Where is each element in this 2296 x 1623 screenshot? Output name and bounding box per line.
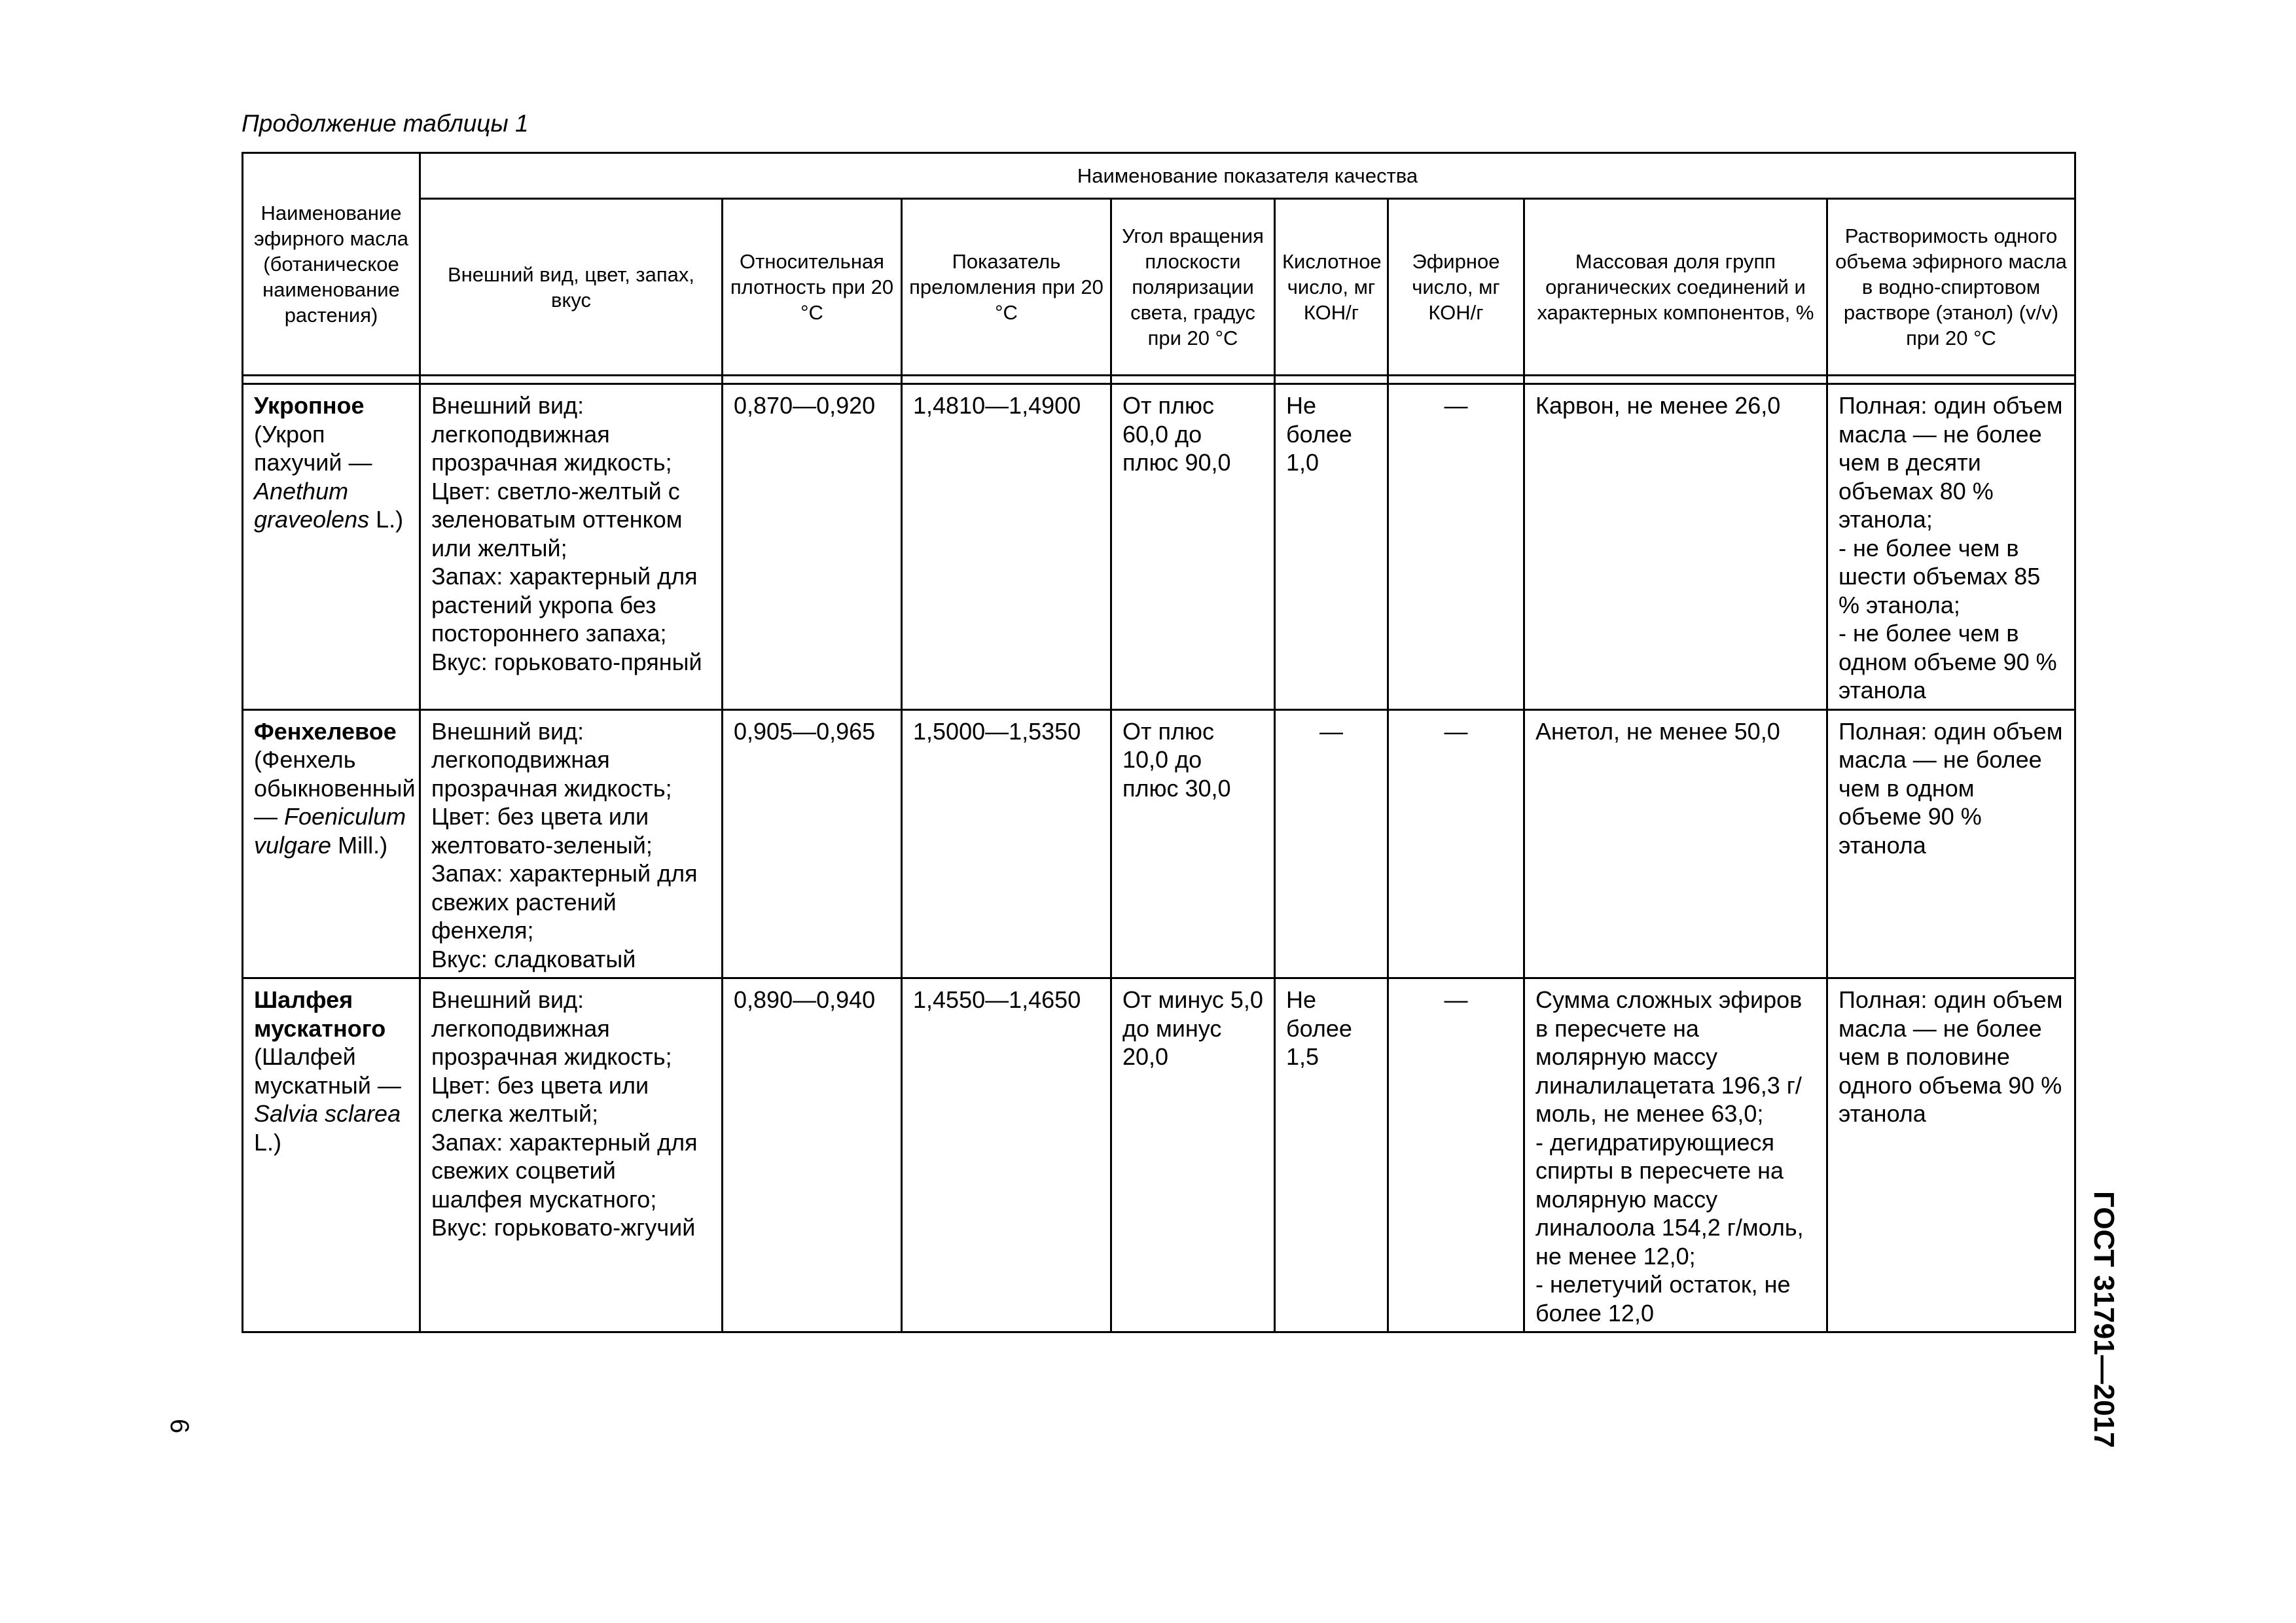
oil-name-cell: Фенхелевое (Фенхель обыкновенный — Foeniculum vulgare Mill.) bbox=[243, 709, 420, 978]
density-cell: 0,890—0,940 bbox=[723, 978, 902, 1332]
appearance-cell: Внешний вид: легкоподвижная прозрачная жидкость; Цвет: без цвета или слегка желтый; Запах: характерный для свежих соцветий шалфея мускатного; Вкус: горьковато-жгучий bbox=[420, 978, 723, 1332]
header-rotation: Угол вращения плоскости поляризации света, градус при 20 °С bbox=[1111, 199, 1275, 376]
table-row bbox=[243, 978, 2075, 1332]
table-row bbox=[243, 384, 2075, 710]
refraction-cell: 1,5000—1,5350 bbox=[902, 709, 1111, 978]
mass-fraction-cell: Сумма сложных эфиров в пересчете на молярную массу линалилацетата 196,3 г/моль, не менее 63,0; - дегидратирующиеся спирты в пересчете на молярную массу линалоола 154,2 г/моль, не менее 12,0; - нелетучий остаток, не более 12,0 bbox=[1524, 978, 1827, 1332]
rotation-cell: От плюс 60,0 до плюс 90,0 bbox=[1111, 384, 1275, 710]
solubility-cell: Полная: один объем масла — не более чем в одном объеме 90 % этанола bbox=[1827, 709, 2075, 978]
oil-name-cell: Укропное (Укроп пахучий — Anethum graveolens L.) bbox=[243, 384, 420, 710]
header-acid-number: Кислотное число, мг КОН/г bbox=[1275, 199, 1388, 376]
refraction-cell: 1,4550—1,4650 bbox=[902, 978, 1111, 1332]
appearance-cell: Внешний вид: легкоподвижная прозрачная жидкость; Цвет: светло-желтый с зеленоватым оттенком или желтый; Запах: характерный для растений укропа без постороннего запаха; Вкус: горьковато-пряный bbox=[420, 384, 723, 710]
header-solubility: Растворимость одного объема эфирного масла в водно-спиртовом растворе (этанол) (v/v) при 20 °С bbox=[1827, 199, 2075, 376]
page-number: 6 bbox=[165, 1419, 194, 1434]
header-appearance: Внешний вид, цвет, запах, вкус bbox=[420, 199, 723, 376]
document-title-vertical: ГОСТ 31791—2017 bbox=[2088, 1191, 2120, 1448]
acid-cell: — bbox=[1275, 709, 1388, 978]
solubility-cell: Полная: один объем масла — не более чем в десяти объемах 80 % этанола; - не более чем в шести объемах 85 % этанола; - не более чем в одном объеме 90 % этанола bbox=[1827, 384, 2075, 710]
header-ester-number: Эфирное число, мг КОН/г bbox=[1388, 199, 1524, 376]
mass-fraction-cell: Карвон, не менее 26,0 bbox=[1524, 384, 1827, 710]
acid-cell: Не более 1,0 bbox=[1275, 384, 1388, 710]
header-refraction: Показатель преломления при 20 °С bbox=[902, 199, 1111, 376]
appearance-cell: Внешний вид: легкоподвижная прозрачная жидкость; Цвет: без цвета или желтовато-зеленый; Запах: характерный для свежих растений фенхеля; Вкус: сладковатый bbox=[420, 709, 723, 978]
density-cell: 0,870—0,920 bbox=[723, 384, 902, 710]
header-mass-fraction: Массовая доля групп органических соединений и характерных компонентов, % bbox=[1524, 199, 1827, 376]
header-name-column: Наименование эфирного масла (ботаническое наименование растения) bbox=[243, 153, 420, 376]
rotation-cell: От минус 5,0 до минус 20,0 bbox=[1111, 978, 1275, 1332]
header-group: Наименование показателя качества bbox=[420, 153, 2075, 199]
table-row bbox=[243, 709, 2075, 978]
ester-cell: — bbox=[1388, 978, 1524, 1332]
ester-cell: — bbox=[1388, 384, 1524, 710]
density-cell: 0,905—0,965 bbox=[723, 709, 902, 978]
mass-fraction-cell: Анетол, не менее 50,0 bbox=[1524, 709, 1827, 978]
header-density: Относительная плотность при 20 °С bbox=[723, 199, 902, 376]
acid-cell: Не более 1,5 bbox=[1275, 978, 1388, 1332]
table-caption: Продолжение таблицы 1 bbox=[242, 110, 529, 137]
rotation-cell: От плюс 10,0 до плюс 30,0 bbox=[1111, 709, 1275, 978]
quality-table bbox=[242, 152, 2076, 1333]
oil-name-cell: Шалфея мускатного (Шалфей мускатный — Salvia sclarea L.) bbox=[243, 978, 420, 1332]
ester-cell: — bbox=[1388, 709, 1524, 978]
refraction-cell: 1,4810—1,4900 bbox=[902, 384, 1111, 710]
solubility-cell: Полная: один объем масла — не более чем в половине одного объема 90 % этанола bbox=[1827, 978, 2075, 1332]
